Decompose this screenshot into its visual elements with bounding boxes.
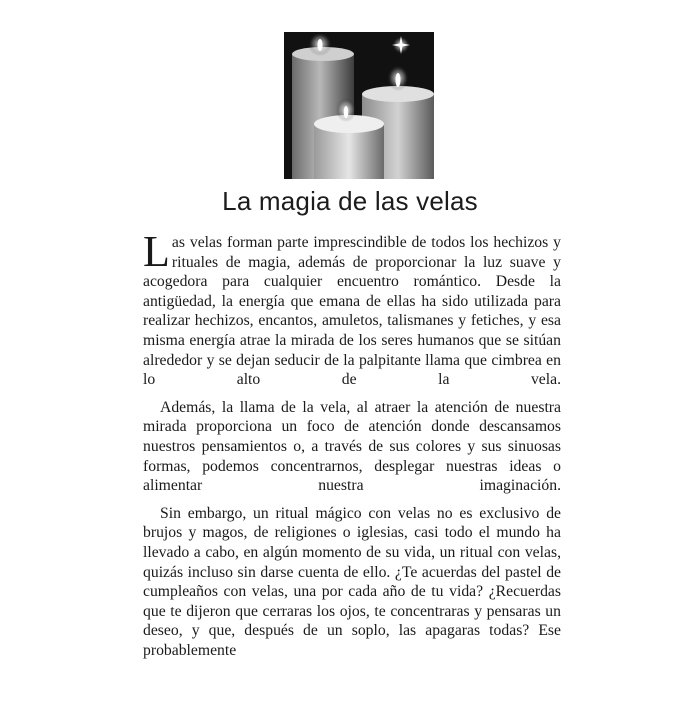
paragraph-1 (143, 227, 561, 390)
chapter-title: La magia de las velas (222, 186, 478, 216)
paragraph-3: Sin embargo, un ritual mágico con velas no es exclusivo de brujos y magos, de religiones o iglesias, casi todo el mundo ha llevado a cabo, en algún momento de su vida, un ritual con velas, quizás incluso sin darse cuenta de ello. ¿Te acuerdas del pastel de cumpleaños con velas, una por cada año de tu vida? ¿Recuerdas que te dijeron que cerraras los ojos, te concentraras y pensaras un deseo, y que, después de un soplo, las apagaras todas? Ese probablemente (143, 504, 561, 659)
candles-illustration (284, 32, 434, 179)
paragraph-2: Además, la llama de la vela, al atraer la atención de nuestra mirada proporciona un foco de atención donde descansamos nuestros pensamientos o, a través de sus colores y sus sinuosas formas, podemos concentrarnos, desplegar nuestras ideas o alimentar nuestra imaginación. (143, 398, 561, 495)
candles-photo (284, 32, 434, 179)
body-text (143, 227, 561, 660)
drop-cap: L (143, 227, 170, 276)
paragraph-1-text: as velas forman parte imprescindible de todos los hechizos y rituales de magia, además de proporcionar la luz suave y acogedora para cualquier encuentro romántico. Desde la antigüedad, la energía que emana de ellas ha sido utilizada para realizar hechizos, encantos, amuletos, talismanes y fetiches, y esa misma energía atrae la mirada de los seres humanos que se sitúan alrededor y se dejan seducir de la palpitante llama que cimbrea en lo alto de la vela. (143, 234, 561, 389)
